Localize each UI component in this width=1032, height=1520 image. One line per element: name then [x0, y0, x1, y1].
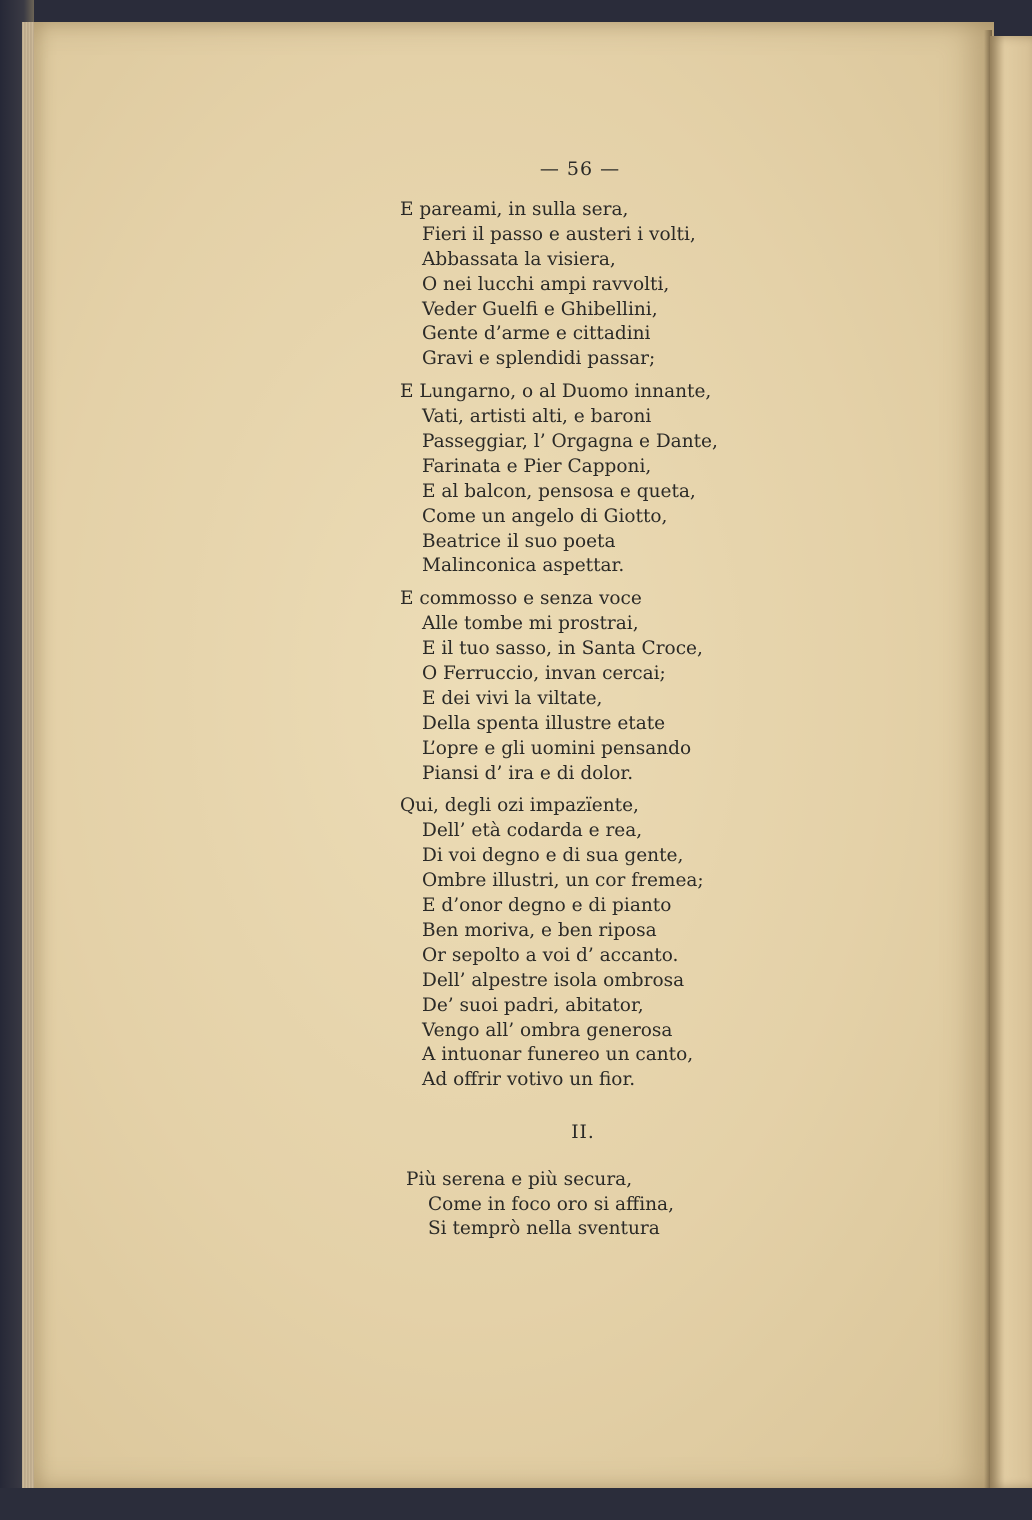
verse-line: Si temprò nella sventura — [428, 1218, 660, 1239]
verse-line: E al balcon, pensosa e queta, — [422, 480, 696, 502]
verse-line: Di voi degno e di sua gente, — [422, 845, 684, 867]
section-two-body — [406, 1168, 826, 1242]
verse-line: O Ferruccio, invan cercai; — [422, 663, 666, 685]
verse-line: De’ suoi padri, abitator, — [422, 994, 644, 1016]
verse-line: Veder Guelfi e Ghibellini, — [422, 298, 658, 320]
verse-line: Beatrice il suo poeta — [422, 530, 616, 552]
verse-line: E d’onor degno e di pianto — [422, 895, 672, 917]
verse-line: O nei lucchi ampi ravvolti, — [422, 273, 670, 295]
verse-line: L’opre e gli uomini pensando — [422, 737, 692, 759]
verse-line: Qui, degli ozi impazïente, — [400, 795, 639, 817]
verse-line: Della spenta illustre etate — [422, 712, 666, 734]
stanza — [400, 198, 820, 372]
verse-line: E pareami, in sulla sera, — [400, 199, 629, 220]
stanza — [400, 587, 820, 786]
verse-line: Come in foco oro si affina, — [428, 1193, 674, 1215]
next-page-edge — [990, 36, 1032, 1488]
verse-line: Malinconica aspettar. — [422, 555, 625, 577]
verse-line: Vati, artisti alti, e baroni — [422, 406, 652, 428]
verse-line: A intuonar funereo un canto, — [422, 1044, 694, 1066]
page-number: — 56 — — [539, 158, 621, 180]
verse-line: Abbassata la visiera, — [422, 248, 616, 270]
stanza — [400, 794, 820, 1093]
verse-line: Fieri il passo e austeri i volti, — [422, 223, 696, 245]
verse-line: Vengo all’ ombra generosa — [422, 1019, 673, 1041]
verse-line: Come un angelo di Giotto, — [422, 505, 668, 527]
verse-line: Or sepolto a voi d’ accanto. — [422, 944, 679, 966]
verse-line: Farinata e Pier Capponi, — [422, 455, 652, 477]
verse-line: Più serena e più secura, — [406, 1169, 633, 1190]
verse-line: Dell’ età codarda e rea, — [422, 820, 643, 842]
stanza — [400, 380, 820, 579]
verse-line: E il tuo sasso, in Santa Croce, — [422, 638, 703, 660]
verse-line: Alle tombe mi prostrai, — [422, 613, 639, 635]
verse-line: Ombre illustri, un cor fremea; — [422, 870, 704, 892]
verse-line: E Lungarno, o al Duomo innante, — [400, 381, 712, 403]
poem-body — [400, 198, 820, 1093]
verse-line: Passeggiar, l’ Orgagna e Dante, — [422, 431, 718, 453]
verse-line: E commosso e senza voce — [400, 588, 642, 610]
verse-line: Piansi d’ ira e di dolor. — [422, 762, 634, 784]
section-heading: II. — [571, 1122, 595, 1143]
verse-line: Gente d’arme e cittadini — [422, 323, 651, 345]
verse-line: Ben moriva, e ben riposa — [422, 919, 657, 941]
verse-line: Gravi e splendidi passar; — [422, 348, 656, 370]
verse-line: E dei vivi la viltate, — [422, 687, 603, 709]
verse-line: Dell’ alpestre isola ombrosa — [422, 969, 685, 991]
scan-background — [0, 1488, 1032, 1520]
verse-line: Ad offrir votivo un fior. — [422, 1069, 636, 1091]
